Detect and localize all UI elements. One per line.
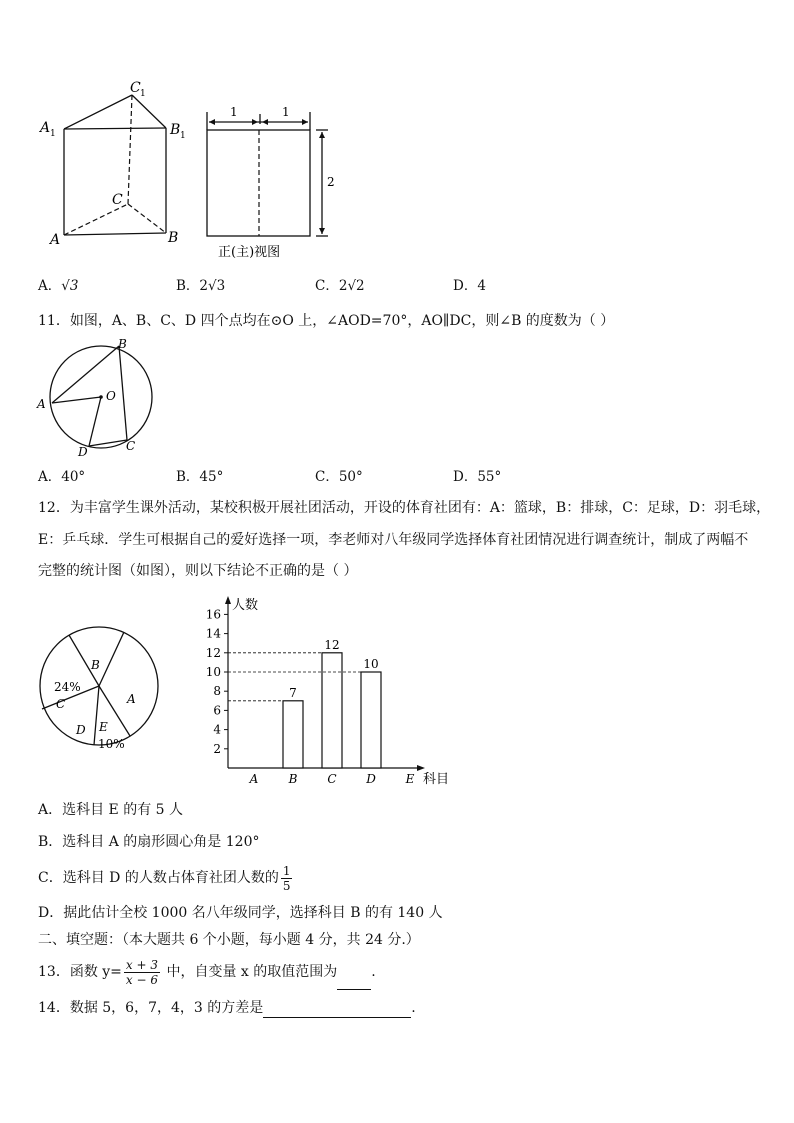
pie-label-c-pct: 24% <box>54 680 81 694</box>
q11-option-c: C．50° <box>315 469 363 485</box>
bar-B <box>283 701 303 768</box>
pie-label-b: B <box>91 658 100 672</box>
y-tick-label-14: 14 <box>205 626 221 641</box>
bar-value-label-D: 10 <box>363 657 379 671</box>
q10-option-a: A．√3 <box>38 278 79 294</box>
dim-right: 1 <box>282 105 290 119</box>
section-2-title: 二、填空题：（本大题共 6 个小题，每小题 4 分，共 24 分.） <box>38 932 420 948</box>
y-tick-label-10: 10 <box>205 665 221 679</box>
y-tick-label-4: 4 <box>213 722 221 737</box>
y-tick-label-8: 8 <box>213 684 221 699</box>
pie-label-a: A <box>127 692 136 706</box>
q12-line-3: 完整的统计图（如图），则以下结论不正确的是（ ） <box>38 563 358 579</box>
circle-label-c: C <box>126 439 136 453</box>
q11-text: 11．如图，A、B、C、D 四个点均在⊙O 上，∠AOD=70°，AO∥DC，则∠B 的度数为（ ） <box>38 313 615 329</box>
circle-label-o: O <box>106 389 116 403</box>
dim-height: 2 <box>327 175 335 189</box>
y-tick-label-2: 2 <box>213 741 221 756</box>
y-tick-label-12: 12 <box>205 645 221 660</box>
q12-option-d: D．据此估计全校 1000 名八年级同学，选择科目 B 的有 140 人 <box>38 905 443 921</box>
front-view-figure <box>200 100 340 262</box>
pie-chart <box>36 610 164 756</box>
q12-line-2: E：乒乓球．学生可根据自己的爱好选择一项，李老师对八年级同学选择体育社团情况进行调查统计，制成了两幅不 <box>38 532 749 548</box>
bar-value-label-B: 7 <box>289 685 297 700</box>
q11-option-b: B．45° <box>176 469 224 485</box>
bar-D <box>361 672 381 768</box>
x-tick-label-C: C <box>327 772 337 786</box>
fraction-one-fifth: $\frac{1}{5}$ <box>282 863 291 893</box>
x-tick-label-D: D <box>366 772 376 786</box>
pie-label-e-pct: 10% <box>98 737 125 751</box>
pie-label-c: C <box>56 697 66 711</box>
q12-option-a: A．选科目 E 的有 5 人 <box>38 802 184 818</box>
q10-option-c: C．2√2 <box>315 278 365 294</box>
bar-chart <box>198 590 460 790</box>
q14-text: 14．数据 5，6，7，4，3 的方差是 . <box>38 1000 416 1016</box>
prism-figure <box>34 80 194 250</box>
svg-text:1: 1 <box>140 89 146 99</box>
label-c1: C <box>130 80 141 96</box>
q13-answer-blank[interactable] <box>337 975 371 990</box>
q14-answer-blank[interactable] <box>263 1003 411 1018</box>
x-tick-label-B: B <box>288 772 298 786</box>
circle-label-a: A <box>37 397 46 411</box>
label-c: C <box>112 192 123 208</box>
dim-left: 1 <box>230 105 238 119</box>
circle-label-b: B <box>118 337 127 351</box>
label-b1: B <box>170 122 181 138</box>
label-b: B <box>168 230 179 246</box>
q12-option-b: B．选科目 A 的扇形圆心角是 120° <box>38 834 260 850</box>
function-fraction: $\frac{x + 3}{x - 6}$ <box>125 957 158 987</box>
pie-label-d: D <box>76 723 86 737</box>
circle-label-d: D <box>78 445 88 459</box>
y-axis-label: 人数 <box>232 598 259 613</box>
label-a1: A <box>40 120 51 136</box>
q10-option-d: D．4 <box>453 278 486 294</box>
svg-text:1: 1 <box>50 129 56 139</box>
q10-option-b: B．2√3 <box>176 278 226 294</box>
circle-figure <box>34 336 164 460</box>
y-tick-label-6: 6 <box>213 703 221 718</box>
q11-option-a: A．40° <box>38 469 86 485</box>
x-axis-label: 科目 <box>423 772 450 787</box>
x-tick-label-A: A <box>249 772 259 786</box>
label-a: A <box>50 232 61 248</box>
svg-text:1: 1 <box>180 131 186 141</box>
pie-label-e: E <box>99 720 108 734</box>
q12-option-c: C．选科目 D 的人数占体育社团人数的 $\frac{1}{5}$ <box>38 863 291 893</box>
bar-value-label-C: 12 <box>324 637 340 652</box>
x-tick-label-E: E <box>405 772 415 786</box>
q12-line-1: 12．为丰富学生课外活动，某校积极开展社团活动，开设的体育社团有：A：篮球，B：排球，C：足球，D：羽毛球， <box>38 500 771 516</box>
y-tick-label-16: 16 <box>205 607 221 622</box>
bar-C <box>322 653 342 768</box>
front-view-caption: 正(主)视图 <box>218 245 281 260</box>
q11-option-d: D．55° <box>453 469 502 485</box>
q13-text: 13．函数 y= $\frac{x + 3}{x - 6}$ 中，自变量 x 的取值范围为 . <box>38 954 376 990</box>
